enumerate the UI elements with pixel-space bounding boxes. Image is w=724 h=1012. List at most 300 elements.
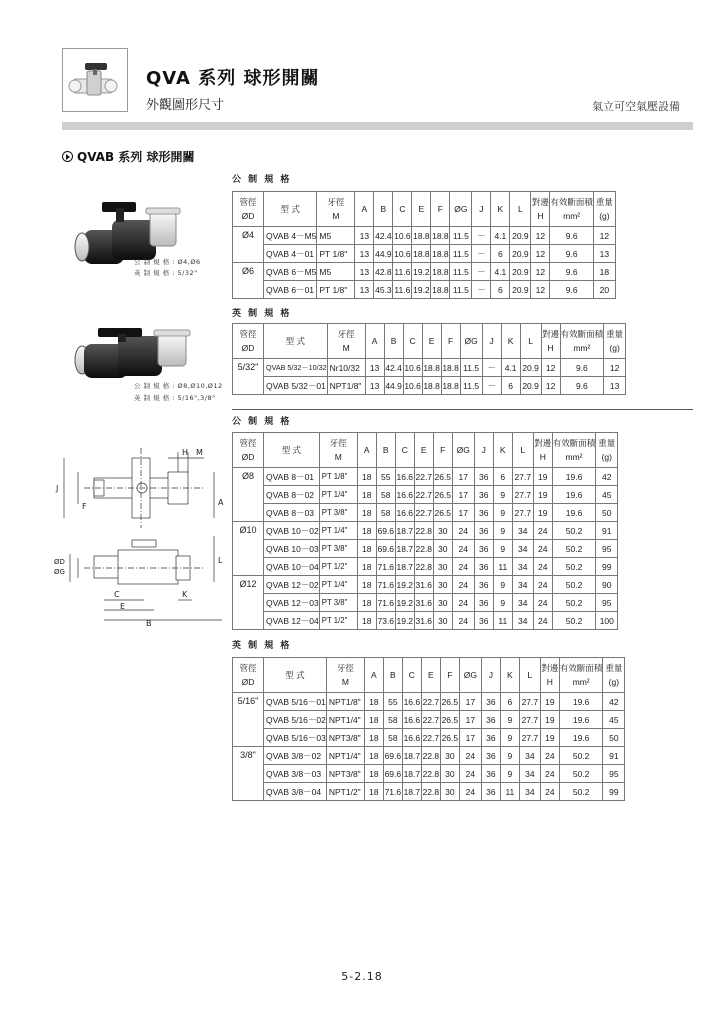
cell-weight: 12 — [604, 359, 626, 377]
cell-e: 22.7 — [421, 711, 440, 729]
header-cell-e-text: E — [428, 336, 435, 346]
cell-model: QVAB 3/8－02 — [264, 747, 327, 765]
table-row — [233, 540, 618, 558]
cell-l: 27.7 — [512, 468, 533, 486]
cell-b: 71.6 — [376, 576, 395, 594]
cell-l: 20.9 — [510, 281, 531, 299]
header-cell-area-line: mm² — [565, 452, 583, 462]
cell-h: 24 — [540, 783, 559, 801]
cell-e: 19.2 — [412, 263, 431, 281]
table-row — [233, 612, 618, 630]
cell-weight: 90 — [596, 576, 618, 594]
dim-label-m: M — [196, 448, 203, 457]
header-cell-od — [233, 433, 264, 468]
header-cell-f-text: F — [437, 204, 443, 214]
header-cell-b — [374, 192, 393, 227]
header-cell-weight-line: 重量 — [595, 197, 613, 207]
cell-c: 19.2 — [395, 576, 414, 594]
cell-b: 58 — [376, 504, 395, 522]
header-cell-e-text: E — [420, 445, 427, 455]
header-cell-weight-line: (g) — [609, 343, 620, 353]
header-cell-f — [431, 192, 450, 227]
cell-b: 42.4 — [374, 227, 393, 245]
cell-e: 31.6 — [414, 594, 433, 612]
header-cell-od-line: ØD — [241, 211, 255, 221]
cell-b: 42.4 — [384, 359, 403, 377]
product-logo — [62, 48, 128, 112]
spec-table-inch-large — [232, 657, 625, 801]
series-title: QVA 系列 球形開關 — [146, 68, 320, 89]
cell-b: 69.6 — [376, 522, 395, 540]
header-cell-od-line: ØD — [241, 677, 255, 687]
table-row — [233, 558, 618, 576]
cell-thread: PT 1/4" — [319, 576, 357, 594]
header-cell-k — [501, 324, 520, 359]
table-row — [233, 245, 616, 263]
header-cell-l-text: L — [520, 445, 526, 455]
header-cell-h — [533, 433, 552, 468]
cell-f: 18.8 — [431, 263, 450, 281]
cell-l: 20.9 — [520, 359, 541, 377]
dim-label-j: J — [56, 484, 59, 493]
cell-c: 16.6 — [395, 504, 414, 522]
header-cell-area-line: mm² — [563, 211, 581, 221]
header-cell-c — [402, 658, 421, 693]
cell-weight: 95 — [603, 765, 625, 783]
header-cell-g-text: ØG — [463, 670, 477, 680]
cell-f: 18.8 — [431, 245, 450, 263]
table-row — [233, 359, 626, 377]
cell-j: 36 — [481, 783, 500, 801]
header-cell-c-text: C — [408, 670, 415, 680]
header-cell-b — [383, 658, 402, 693]
cell-b: 55 — [383, 693, 402, 711]
cell-e: 18.8 — [422, 359, 441, 377]
cell-a: 13 — [355, 263, 374, 281]
cell-thread: NPT3/8" — [326, 729, 364, 747]
cell-weight: 91 — [596, 522, 618, 540]
cell-k: 4.1 — [501, 359, 520, 377]
cell-g: 24 — [459, 783, 481, 801]
header-cell-weight-line: (g) — [601, 452, 612, 462]
table-header-row — [233, 192, 616, 227]
header-cell-j-text: J — [479, 204, 484, 214]
cell-thread: PT 1/4" — [319, 486, 357, 504]
cell-a: 18 — [364, 765, 383, 783]
cell-f: 18.8 — [441, 377, 460, 395]
note-inch-2: 英 制 規 格 : 5/16",3/8" — [134, 394, 216, 402]
header-cell-h-line: H — [547, 343, 554, 353]
cell-weight: 18 — [593, 263, 615, 281]
header-cell-g — [450, 192, 472, 227]
cell-weight: 13 — [593, 245, 615, 263]
header-cell-od-line: ØD — [241, 452, 255, 462]
header-cell-model-text: 型 式 — [280, 204, 300, 214]
cell-area: 50.2 — [552, 522, 596, 540]
header-cell-c — [393, 192, 412, 227]
cell-h: 19 — [533, 504, 552, 522]
cell-j: 36 — [474, 540, 493, 558]
cell-area: 50.2 — [552, 540, 596, 558]
header-cell-thread-line: M — [332, 211, 340, 221]
table-row — [233, 594, 618, 612]
cell-model: QVAB 10－02 — [264, 522, 320, 540]
od-cell: 3/8" — [233, 747, 264, 801]
cell-a: 13 — [355, 227, 374, 245]
header-cell-l — [520, 324, 541, 359]
table-row — [233, 468, 618, 486]
cell-thread: NPT1/4" — [326, 747, 364, 765]
table2-label: 英 制 規 格 — [232, 309, 292, 319]
cell-model: QVAB 12－02 — [264, 576, 320, 594]
cell-h: 19 — [540, 711, 559, 729]
cell-a: 13 — [355, 245, 374, 263]
cell-b: 44.9 — [384, 377, 403, 395]
table3-label: 公 制 規 格 — [232, 417, 292, 427]
cell-weight: 45 — [596, 486, 618, 504]
dim-label-k: K — [182, 590, 188, 599]
header-cell-area-line: 有效斷面積 — [550, 197, 593, 207]
cell-h: 19 — [540, 693, 559, 711]
cell-k: 9 — [500, 711, 519, 729]
cell-l: 34 — [519, 783, 540, 801]
table-row — [233, 263, 616, 281]
dim-label-a: A — [218, 498, 224, 507]
valve-drawing-svg — [54, 444, 232, 632]
header-cell-area-line: 有效斷面積 — [560, 329, 604, 339]
table-row — [233, 783, 625, 801]
cell-weight: 50 — [596, 504, 618, 522]
header-cell-h — [541, 324, 560, 359]
header-cell-f — [441, 324, 460, 359]
table-row — [233, 486, 618, 504]
od-cell: Ø6 — [233, 263, 264, 299]
header-cell-j — [474, 433, 493, 468]
table-row — [233, 227, 616, 245]
table-header-row — [233, 433, 618, 468]
header-cell-od-line: 管徑 — [239, 329, 257, 339]
header-cell-weight — [603, 658, 625, 693]
cell-c: 18.7 — [402, 783, 421, 801]
cell-c: 10.6 — [393, 227, 412, 245]
header-cell-b — [376, 433, 395, 468]
cell-c: 18.7 — [395, 540, 414, 558]
cell-j: 36 — [481, 711, 500, 729]
header-cell-h-line: H — [546, 677, 553, 687]
cell-e: 22.8 — [421, 783, 440, 801]
cell-model: QVAB 10－04 — [264, 558, 320, 576]
cell-l: 27.7 — [512, 486, 533, 504]
cell-b: 58 — [376, 486, 395, 504]
cell-area: 9.6 — [550, 227, 594, 245]
cell-e: 22.8 — [421, 765, 440, 783]
cell-area: 19.6 — [559, 729, 603, 747]
header-cell-thread — [317, 192, 355, 227]
cell-b: 58 — [383, 729, 402, 747]
header-cell-j — [482, 324, 501, 359]
header-cell-h-line: 對邊 — [542, 329, 560, 339]
table-row — [233, 522, 618, 540]
cell-model: QVAB 6－01 — [264, 281, 317, 299]
header-cell-model-text: 型 式 — [285, 670, 305, 680]
cell-j: 36 — [474, 486, 493, 504]
header-cell-j-text: J — [481, 445, 486, 455]
cell-h: 12 — [531, 245, 550, 263]
header-cell-area — [552, 433, 596, 468]
cell-a: 18 — [364, 783, 383, 801]
header-cell-l — [519, 658, 540, 693]
cell-a: 18 — [357, 558, 376, 576]
header-cell-k — [500, 658, 519, 693]
header-cell-a-text: A — [371, 670, 377, 680]
header-cell-b — [384, 324, 403, 359]
header-cell-model — [264, 433, 320, 468]
cell-thread: PT 1/2" — [319, 558, 357, 576]
cell-l: 34 — [512, 594, 533, 612]
cell-b: 71.6 — [376, 594, 395, 612]
cell-f: 30 — [433, 594, 452, 612]
cell-c: 18.7 — [395, 558, 414, 576]
header-cell-e — [422, 324, 441, 359]
cell-c: 11.6 — [393, 281, 412, 299]
dim-label-l: L — [218, 556, 223, 565]
cell-h: 24 — [540, 747, 559, 765]
cell-h: 24 — [533, 594, 552, 612]
cell-model: QVAB 8－02 — [264, 486, 320, 504]
section-divider — [232, 409, 693, 410]
cell-b: 44.9 — [374, 245, 393, 263]
cell-g: 17 — [459, 729, 481, 747]
note-metric-1: 公 制 規 格 : Ø4,Ø6 — [134, 258, 201, 266]
dim-label-f: F — [82, 502, 87, 511]
ball-valve-large-image — [62, 326, 232, 386]
cell-area: 50.2 — [559, 783, 603, 801]
cell-h: 19 — [540, 729, 559, 747]
cell-e: 18.8 — [422, 377, 441, 395]
cell-l: 20.9 — [510, 227, 531, 245]
cell-a: 18 — [357, 594, 376, 612]
cell-thread: PT 1/4" — [319, 522, 357, 540]
table-row — [233, 765, 625, 783]
cell-c: 16.6 — [395, 468, 414, 486]
cell-b: 69.6 — [383, 765, 402, 783]
cell-thread: PT 1/2" — [319, 612, 357, 630]
ball-valve-product-icon — [63, 49, 127, 111]
cell-a: 18 — [357, 612, 376, 630]
cell-e: 31.6 — [414, 612, 433, 630]
od-cell: 5/32" — [233, 359, 264, 395]
header-cell-f-text: F — [448, 336, 454, 346]
cell-model: QVAB 4－M5 — [264, 227, 317, 245]
header-cell-weight-line: 重量 — [605, 663, 623, 673]
cell-model: QVAB 3/8－04 — [264, 783, 327, 801]
header-cell-j — [481, 658, 500, 693]
cell-j: 36 — [481, 729, 500, 747]
header-cell-area-line: mm² — [573, 343, 591, 353]
header-cell-k-text: K — [507, 336, 514, 346]
cell-area: 19.6 — [552, 504, 596, 522]
header-cell-b-text: B — [382, 445, 389, 455]
header-cell-e — [421, 658, 440, 693]
cell-k: 6 — [491, 245, 510, 263]
header-cell-g-text: ØG — [464, 336, 478, 346]
cell-j: 36 — [481, 747, 500, 765]
cell-l: 27.7 — [519, 693, 540, 711]
dimension-drawing — [54, 444, 232, 632]
section-heading — [62, 148, 194, 165]
cell-c: 11.6 — [393, 263, 412, 281]
header-cell-weight-line: 重量 — [598, 438, 616, 448]
header-cell-area-line: 有效斷面積 — [552, 438, 596, 448]
cell-e: 22.7 — [414, 486, 433, 504]
cell-thread: M5 — [317, 227, 355, 245]
cell-f: 26.5 — [440, 729, 459, 747]
cell-area: 9.6 — [550, 245, 594, 263]
cell-weight: 95 — [596, 594, 618, 612]
cell-model: QVAB 5/32－10/32 — [264, 359, 328, 377]
cell-area: 9.6 — [550, 263, 594, 281]
cell-h: 24 — [533, 612, 552, 630]
cell-j: － — [472, 227, 491, 245]
header-cell-area-line: 有效斷面積 — [559, 663, 603, 673]
cell-model: QVAB 4－01 — [264, 245, 317, 263]
header-cell-l — [512, 433, 533, 468]
cell-c: 18.7 — [395, 522, 414, 540]
header-cell-c — [403, 324, 422, 359]
cell-l: 34 — [512, 612, 533, 630]
cell-j: － — [482, 359, 501, 377]
cell-thread: NPT1/4" — [326, 711, 364, 729]
cell-g: 17 — [452, 468, 474, 486]
cell-thread: NPT3/8" — [326, 765, 364, 783]
cell-c: 10.6 — [403, 359, 422, 377]
header-cell-k-text: K — [499, 445, 506, 455]
cell-weight: 42 — [603, 693, 625, 711]
cell-model: QVAB 8－03 — [264, 504, 320, 522]
cell-h: 24 — [533, 540, 552, 558]
cell-model: QVAB 6－M5 — [264, 263, 317, 281]
cell-j: 36 — [474, 522, 493, 540]
table-row — [233, 729, 625, 747]
header-cell-thread — [319, 433, 357, 468]
cell-b: 42.8 — [374, 263, 393, 281]
cell-c: 16.6 — [402, 693, 421, 711]
header-cell-h-line: 對邊 — [534, 438, 552, 448]
table2-container — [232, 323, 626, 395]
cell-g: 24 — [459, 747, 481, 765]
table-header-row — [233, 324, 626, 359]
header-cell-thread-line: M — [341, 677, 349, 687]
header-cell-c — [395, 433, 414, 468]
dim-label-h: H — [182, 448, 189, 457]
cell-k: 9 — [500, 729, 519, 747]
header-cell-area — [559, 658, 603, 693]
cell-l: 34 — [512, 558, 533, 576]
cell-k: 11 — [493, 558, 512, 576]
cell-thread: Nr10/32 — [327, 359, 365, 377]
header-cell-b-text: B — [390, 670, 396, 680]
cell-model: QVAB 8－01 — [264, 468, 320, 486]
header-cell-c-text: C — [409, 336, 416, 346]
table-header-row — [233, 658, 625, 693]
cell-j: 36 — [481, 693, 500, 711]
cell-thread: PT 1/8" — [319, 468, 357, 486]
header-cell-e — [412, 192, 431, 227]
header-cell-model — [264, 324, 328, 359]
dim-label-c: C — [114, 590, 120, 599]
cell-e: 22.8 — [414, 522, 433, 540]
header-cell-k — [491, 192, 510, 227]
cell-f: 30 — [433, 540, 452, 558]
product-image-large — [62, 326, 232, 386]
cell-j: 36 — [474, 576, 493, 594]
cell-c: 19.2 — [395, 612, 414, 630]
header-cell-weight-line: (g) — [599, 211, 610, 221]
cell-weight: 99 — [596, 558, 618, 576]
cell-weight: 12 — [593, 227, 615, 245]
header-cell-e-text: E — [418, 204, 425, 214]
header-cell-od — [233, 324, 264, 359]
cell-h: 12 — [541, 359, 560, 377]
cell-a: 18 — [364, 693, 383, 711]
cell-f: 30 — [440, 765, 459, 783]
cell-area: 50.2 — [552, 576, 596, 594]
table-row — [233, 281, 616, 299]
cell-g: 17 — [459, 693, 481, 711]
cell-f: 18.8 — [431, 227, 450, 245]
cell-c: 16.6 — [402, 729, 421, 747]
spec-table-metric-small — [232, 191, 616, 299]
cell-g: 24 — [452, 522, 474, 540]
header-cell-model-text: 型 式 — [285, 336, 305, 346]
header-cell-g — [460, 324, 482, 359]
cell-g: 11.5 — [450, 281, 472, 299]
header-cell-od-line: 管徑 — [239, 438, 257, 448]
header-cell-model-text: 型 式 — [281, 445, 302, 455]
cell-b: 71.6 — [383, 783, 402, 801]
header-cell-model — [264, 658, 327, 693]
cell-k: 9 — [493, 486, 512, 504]
header-cell-weight-line: (g) — [608, 677, 620, 687]
header-cell-h-line: 對邊 — [531, 197, 549, 207]
cell-a: 18 — [357, 540, 376, 558]
cell-area: 50.2 — [552, 612, 596, 630]
cell-weight: 91 — [603, 747, 625, 765]
cell-k: 6 — [501, 377, 520, 395]
cell-k: 6 — [491, 281, 510, 299]
cell-weight: 42 — [596, 468, 618, 486]
header-cell-l-text: L — [528, 336, 533, 346]
header-cell-c-text: C — [399, 204, 406, 214]
cell-k: 9 — [493, 504, 512, 522]
cell-f: 30 — [440, 747, 459, 765]
cell-k: 9 — [500, 747, 519, 765]
cell-e: 22.7 — [414, 504, 433, 522]
cell-c: 16.6 — [395, 486, 414, 504]
header-cell-thread-line: 牙徑 — [327, 197, 345, 207]
od-cell: Ø4 — [233, 227, 264, 263]
dim-label-d: ØD — [54, 558, 65, 566]
cell-g: 24 — [452, 576, 474, 594]
header-cell-od-line: ØD — [241, 343, 255, 353]
cell-thread: PT 3/8" — [319, 540, 357, 558]
cell-f: 30 — [433, 576, 452, 594]
header-cell-a-text: A — [361, 204, 368, 214]
play-bullet-icon — [62, 151, 73, 162]
cell-k: 6 — [500, 693, 519, 711]
header-cell-g — [459, 658, 481, 693]
header-cell-j-text: J — [488, 670, 493, 680]
